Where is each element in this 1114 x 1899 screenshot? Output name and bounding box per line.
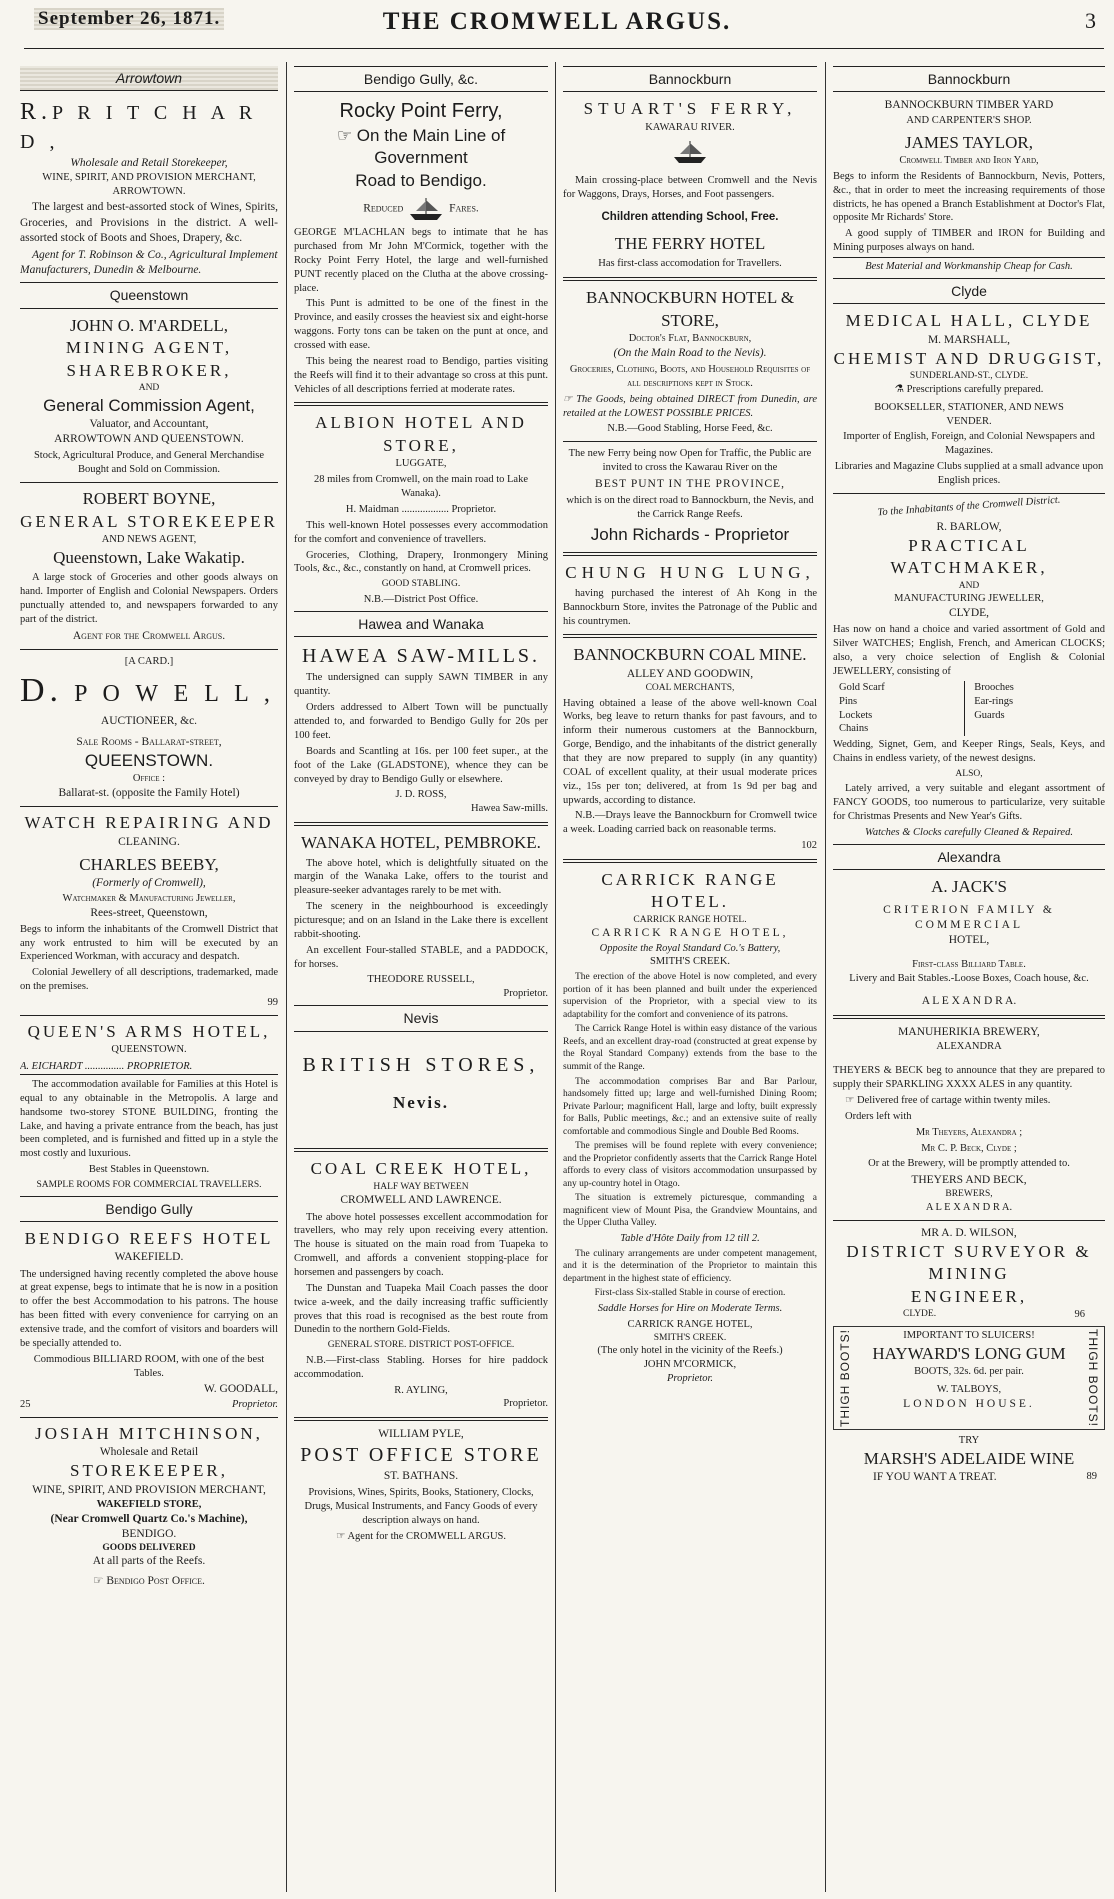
ad-line: Prescriptions carefully prepared. (906, 383, 1044, 395)
ad-line: (On the Main Road to the Nevis). (613, 346, 767, 359)
list-item: Chains (839, 723, 869, 735)
ad-line: Proprietor. (667, 1372, 713, 1384)
ad-wanaka-hotel (294, 832, 548, 1001)
ad-line: BEST PUNT IN THE PROVINCE, (595, 478, 785, 491)
ad-line: ALLEY AND GOODWIN, (626, 667, 754, 680)
rule (294, 1148, 548, 1152)
ad-line: Best Stables in Queenstown. (88, 1164, 210, 1176)
ad-line: POST OFFICE STORE (300, 1444, 542, 1467)
ad-line: Valuator, and Accountant, (89, 418, 209, 431)
ad-agent: Agent for the Cromwell Argus. (72, 629, 226, 642)
ship-icon (406, 196, 446, 222)
ad-beeby (20, 812, 278, 1009)
ad-line: Mr C. P. Beck, Clyde ; (921, 1142, 1017, 1154)
ad-name: HAWEA SAW-MILLS. (301, 645, 541, 668)
ad-line: Watchmaker & Manufacturing Jeweller, (62, 892, 236, 904)
ad-name: BANNOCKBURN TIMBER YARD (884, 99, 1054, 112)
ad-signature: THEODORE RUSSELL, (367, 974, 475, 986)
ad-body: The largest and best-assorted stock of Wines, Spirits, Groceries, and Provisions in the district. A well-assorted stock of Boots and Shoes, Drapery, &c. (20, 201, 278, 244)
list-item: Guards (974, 709, 1005, 721)
rule (563, 277, 817, 281)
ad-line: HALF WAY BETWEEN (373, 1181, 469, 1192)
rule (20, 649, 278, 650)
ad-line: AND (138, 383, 160, 394)
ad-body: Importer of English, Foreign, and Colonial Newspapers and Magazines. (843, 431, 1095, 457)
ad-line: Mr Theyers, Alexandra ; (915, 1126, 1023, 1138)
list-item: Gold Scarf Pins (839, 681, 885, 707)
ad-line: QUEENSTOWN. (84, 750, 214, 770)
ad-line: A L E X A N D R A. (925, 1201, 1013, 1213)
drop-initial: R. (20, 99, 53, 126)
ad-line: N.B.—Good Stabling, Horse Feed, &c. (607, 423, 773, 435)
ad-line: IMPORTANT TO SLUICERS! (903, 1330, 1035, 1342)
ad-body: An excellent Four-stalled STABLE, and a PADDOCK, for horses. (294, 944, 548, 970)
ad-wilson (833, 1226, 1105, 1322)
rule (20, 1015, 278, 1016)
ad-line: GOOD STABLING. (381, 579, 461, 590)
ad-line: ALEXANDRA (936, 1041, 1002, 1053)
ad-name: Rocky Point Ferry, (339, 100, 503, 123)
ad-arc-heading: To the Inhabitants of the Cromwell District. (877, 494, 1061, 519)
ad-line: MINING AGENT, SHAREBROKER, (65, 338, 233, 380)
ad-line: COAL MERCHANTS, (645, 683, 735, 693)
ad-line: BOOTS, 32s. 6d. per pair. (914, 1366, 1024, 1378)
list-item: Ear-rings (974, 695, 1014, 707)
ship-icon (670, 139, 710, 165)
ad-body: Main crossing-place between Cromwell and the Nevis for Waggons, Drays, Horses, and Foot passengers. (563, 174, 817, 200)
ad-line: First-class Billiard Table. (912, 959, 1026, 971)
ad-line: SAMPLE ROOMS FOR COMMERCIAL TRAVELLERS. (36, 1180, 262, 1190)
section-header-bannockburn: Bannockburn (833, 66, 1105, 92)
ad-name: MARSH'S ADELAIDE WINE (863, 1449, 1075, 1469)
rule (20, 482, 278, 483)
ad-body: Boards and Scantling at 16s. per 100 feet super., at the foot of the Lake (GLADSTONE), whence they can be conveyed by dray to Bendigo Gully or elsewhere. (294, 745, 548, 785)
ad-body: The erection of the above Hotel is now completed, and every portion of it has been planned and built under the experienced supervision of the Proprietor, with a special view to its adaptability for the comfort and convenience of its patrons. (563, 972, 817, 1020)
ad-line: CLYDE. (903, 1309, 937, 1320)
rule (563, 634, 817, 638)
ad-line: (The only hotel in the vicinity of the Reefs.) (597, 1345, 783, 1357)
ad-line: Reduced (363, 202, 404, 215)
ad-body: A large stock of Groceries and other goods always on hand. Importer of English and Colonial Newspapers. Orders punctually attended to, and newspapers forwarded to any part of the district. (20, 572, 278, 625)
ad-agent: Agent for the CROMWELL ARGUS. (347, 1530, 507, 1542)
ad-body: Groceries, Clothing, Drapery, Ironmongery Mining Tools, &c., &c., constantly on hand, at Cromwell prices. (294, 549, 548, 575)
ad-line: WAKEFIELD STORE, (96, 1498, 202, 1510)
pointing-hand-icon: ☞ (845, 1094, 858, 1106)
ad-body: The above hotel, which is delightfully situated on the margin of the Wanaka Lake, offers to the tourist and pleasure-seeker advantages rarely to be met with. (294, 857, 548, 897)
ad-name: QUEEN'S ARMS HOTEL, (27, 1021, 271, 1041)
ad-body: Colonial Jewellery of all descriptions, trademarked, made on the premises. (20, 967, 278, 993)
ad-line: Office : (132, 773, 166, 785)
ad-bannockburn-timber-yard (833, 98, 1105, 273)
ad-subtitle: Wholesale and Retail Storekeeper, (70, 156, 228, 169)
ad-name: JOSIAH MITCHINSON, (35, 1423, 263, 1443)
ad-body: The accommodation available for Families at this Hotel is equal to any obtainable in the Metropolis. A large and handsome two-storey STONE BUILDING, fronting the Lake, and having a private entrance from the beach, has just been completed, and is furnished and fitted up in a style the most costly and luxurious. (20, 1078, 278, 1160)
ad-line: VENDER. (946, 415, 992, 427)
ad-line: General Commission Agent, (43, 395, 255, 415)
ad-body: The undersigned can supply SAWN TIMBER in any quantity. (294, 672, 548, 698)
ad-line: ENGINEER, (910, 1286, 1028, 1306)
ad-line: Fares. (449, 202, 479, 215)
page-number: 3 (1085, 8, 1096, 33)
ad-line: ALSO, (955, 768, 983, 779)
column-divider (825, 62, 826, 1892)
ad-line: BOOKSELLER, STATIONER, AND NEWS (874, 401, 1064, 413)
ad-carrick-range-hotel (563, 869, 817, 1386)
ad-body: Groceries, Clothing, Boots, and Household Requisites of all descriptions kept in Stock. (569, 364, 811, 389)
ad-body: GEORGE M'LACHLAN begs to intimate that he has purchased from Mr John M'Cormick, together with the Rocky Point Ferry Hotel, the large and well-furnished PUNT recently placed on the Clutha at the above crossing-place. (294, 227, 548, 294)
ad-body: N.B.—First-class Stabling. Horses for hire paddock accommodation. (294, 1354, 548, 1380)
rule (294, 402, 548, 406)
ad-line: CARRICK RANGE HOTEL. (633, 914, 747, 925)
ad-signature: W. TALBOYS, (936, 1384, 1002, 1396)
ad-body: N.B.—Drays leave the Bannockburn for Cromwell twice a week. Loading carried back on reasonable terms. (563, 810, 817, 836)
ad-line: Commodious BILLIARD ROOM, with one of the best Tables. (33, 1353, 265, 1379)
ad-name: MANUHERIKIA BREWERY, (898, 1026, 1040, 1039)
ad-body: Delivered free of cartage within twenty miles. (857, 1094, 1051, 1106)
ad-name: STUART'S FERRY, (583, 99, 797, 119)
ad-boyne (20, 488, 278, 644)
ad-pritchard (20, 97, 278, 278)
ad-signature: R. AYLING, (394, 1384, 448, 1396)
ad-number: 99 (267, 996, 278, 1008)
ad-place: ARROWTOWN. (112, 185, 186, 197)
ad-body: Wedding, Signet, Gem, and Keeper Rings, Seals, Keys, and Chains in endless variety, of the newest designs. (833, 739, 1105, 765)
ad-agent: Agent for T. Robinson & Co., Agricultural Implement Manufacturers, Dunedin & Melbourne. (20, 248, 278, 277)
ad-body: which is on the direct road to Bannockburn, the Nevis, and the Carrick Range Reefs. (566, 495, 814, 521)
masthead (0, 0, 1114, 52)
ad-body: The above hotel possesses excellent accommodation for travellers, who may rely upon receiving every attention. The house is situated on the main road from Tuapeka to Cromwell, and affords a convenient stopping-place for horsemen and passengers by coach. (294, 1211, 548, 1278)
ad-name: MEDICAL HALL, CLYDE (845, 311, 1093, 331)
ad-coal-creek-hotel (294, 1158, 548, 1411)
ad-proprietor: Proprietor. (503, 1398, 548, 1410)
ad-mcardell (20, 315, 278, 477)
ad-name: CHARLES BEEBY, (79, 855, 219, 875)
issue-date: September 26, 1871. (34, 8, 224, 30)
ad-number: 89 (1086, 1471, 1097, 1483)
ad-line: A L E X A N D R A. (921, 995, 1017, 1008)
ad-line: MANUFACTURING JEWELLER, (894, 593, 1044, 605)
pointing-hand-icon: ☞ (93, 1574, 107, 1587)
ad-line: LUGGATE, (395, 458, 447, 470)
ad-line: CROMWELL AND LAWRENCE. (340, 1194, 502, 1207)
ad-proprietor: Proprietor. (232, 1398, 278, 1410)
ad-line: Cromwell Timber and Iron Yard, (899, 154, 1039, 166)
ad-body: This well-known Hotel possesses every accommodation for the comfort and convenience of travellers. (294, 519, 548, 545)
ad-powell (20, 655, 278, 802)
ad-british-stores (294, 1038, 548, 1143)
ad-name: P R I T C H A R D , (20, 102, 258, 154)
rule (563, 441, 817, 442)
section-header-bendigo: Bendigo Gully, &c. (294, 66, 548, 92)
ad-signature: JAMES TAYLOR, (904, 132, 1034, 152)
ad-side-text: THIGH BOOTS! (1086, 1329, 1100, 1428)
section-header-nevis: Nevis (294, 1005, 548, 1031)
ad-marsh-wine (833, 1434, 1105, 1485)
ad-name: P O W E L L , (74, 680, 275, 707)
newspaper-title: THE CROMWELL ARGUS. (382, 8, 732, 35)
ad-line: Sale Rooms - Ballarat-street, (76, 735, 222, 748)
ad-footer (833, 1308, 1105, 1322)
ad-line: Wholesale and Retail (99, 1445, 199, 1458)
ad-body: The Goods, being obtained DIRECT from Dunedin, are retailed at the LOWEST POSSIBLE PRICES. (563, 393, 817, 419)
ad-line: KAWARAU RIVER. (645, 121, 735, 133)
ad-signature: J. D. ROSS, (395, 789, 447, 801)
ad-body: The situation is extremely picturesque, commanding a magnificent view of Mount Pisa, the Grandview Mountains, and the Upper Clutha Valley. (563, 1193, 817, 1229)
ad-name: BRITISH STORES, (302, 1053, 540, 1076)
column-1 (20, 62, 278, 1892)
ad-proprietor: JOHN M'CORMICK, (643, 1359, 737, 1370)
ad-body: This Punt is admitted to be one of the finest in the Province, and easily crosses the heaviest six and eight-horse waggons. Forty tons can be taken on the punt at once, and crossed with ease. (294, 298, 548, 352)
ad-mitchinson (20, 1423, 278, 1589)
ad-line: N.B.—District Post Office. (363, 593, 479, 605)
ad-line: (Near Cromwell Quartz Co.'s Machine), (50, 1512, 248, 1525)
ad-line: CLYDE, (948, 607, 990, 620)
ad-body: Lately arrived, a very suitable and elegant assortment of FANCY GOODS, too numerous to particularize, very suitable for Christmas Presents and New Year's Gifts. (833, 783, 1105, 823)
ad-line: PRACTICAL WATCHMAKER, (890, 535, 1048, 578)
ad-body: The scenery in the neighbourhood is exceedingly picturesque; and on an Island in the Lake there is excellent rabbit-shooting. (294, 901, 548, 940)
ad-name: WANAKA HOTEL, PEMBROKE. (301, 833, 541, 853)
ad-number: 102 (801, 840, 817, 852)
column-divider (286, 62, 287, 1892)
ad-proprietor: Proprietor. (503, 988, 548, 1000)
rule (20, 806, 278, 807)
ad-body: Having obtained a lease of the above well-known Coal Works, beg leave to return thanks for past favours, and to inform their numerous customers at the Bannockburn, Gorge, Bendigo, and the inhabitants of the district generally that they are now prepared to supply (in any quantity) COAL of excellent quality, at their usual moderate prices viz., 15s per ton; delivered, at from 1s 9d per bag and upwards, according to distance. (563, 697, 817, 806)
ad-body: Provisions, Wines, Spirits, Books, Stationery, Clocks, Drugs, Musical Instruments, and Fancy Goods of every description always on hand. (304, 1486, 538, 1526)
ad-signature: A. JACK'S (931, 877, 1007, 897)
rule (833, 1015, 1105, 1019)
ad-manuherikia-brewery (833, 1025, 1105, 1215)
ad-line: CHEMIST AND DRUGGIST, (833, 348, 1105, 368)
ad-line: (Formerly of Cromwell), (92, 877, 206, 890)
ad-line: SMITH'S CREEK. (653, 1332, 727, 1343)
ad-line: LONDON HOUSE. (903, 1398, 1035, 1411)
section-header-bendigo-gully: Bendigo Gully (20, 1196, 278, 1222)
ad-criterion-hotel (833, 876, 1105, 1009)
ad-name: HAYWARD'S LONG GUM (872, 1344, 1066, 1364)
ad-line: GENERAL STORE. DISTRICT POST-OFFICE. (327, 1340, 515, 1351)
ad-line: Livery and Bait Stables.-Loose Boxes, Coach house, &c. (849, 973, 1089, 985)
ad-line: CARRICK RANGE HOTEL, (591, 927, 789, 940)
ad-line: WAKEFIELD. (114, 1251, 184, 1264)
ad-body: The Dunstan and Tuapeka Mail Coach passes the door twice a-week, and the daily increasing traffic sufficiently proves that this road is recognised as the best route from Dunedin to the northern Gold-Fields. (294, 1282, 548, 1336)
ad-hawea-saw-mills (294, 643, 548, 816)
ad-line: Or at the Brewery, will be promptly attended to. (868, 1158, 1070, 1170)
ad-name: BANNOCKBURN COAL MINE. (573, 645, 807, 665)
ad-signature: CARRICK RANGE HOTEL, (627, 1318, 753, 1330)
ad-number: 96 (1074, 1309, 1085, 1321)
ad-line: THE FERRY HOTEL (614, 233, 766, 253)
ad-line: Bendigo Post Office. (106, 1574, 205, 1587)
ad-bannockburn-hotel (563, 287, 817, 546)
ad-line: [A CARD.] (124, 655, 174, 667)
ad-name: COAL CREEK HOTEL, (310, 1159, 532, 1179)
ad-signature: THEYERS AND BECK, (911, 1174, 1027, 1187)
ad-line: BENDIGO. (121, 1527, 177, 1540)
ad-body: Has first-class accomodation for Travellers. (598, 258, 782, 270)
ad-medical-hall (833, 310, 1105, 488)
ad-line: STOREKEEPER, (69, 1461, 228, 1481)
ad-name: CARRICK RANGE HOTEL. (601, 869, 779, 912)
ad-line: Queenstown, Lake Wakatip. (53, 547, 245, 567)
section-header-clyde: Clyde (833, 278, 1105, 304)
ad-body: The Carrick Range Hotel is within easy distance of the various Reefs, and an excellent dray-road (constructed at great expense by the Royal Standard Company) extends from the base to the summit of the Range. (563, 1024, 817, 1072)
ad-line: Nevis. (393, 1092, 449, 1112)
ad-line: WATCH REPAIRING AND (24, 813, 274, 833)
ad-line: BREWERS, (945, 1189, 993, 1200)
ad-signature: W. GOODALL, (204, 1383, 278, 1396)
ad-footer (833, 1470, 1105, 1485)
ad-name: CHUNG HUNG LUNG, (565, 563, 815, 583)
ad-line: Orders left with (845, 1110, 912, 1122)
ad-albion-hotel (294, 412, 548, 606)
column-divider (555, 62, 556, 1892)
section-header-arrowtown: Arrowtown (20, 66, 278, 91)
ad-name: CRITERION FAMILY & COMMERCIAL (883, 903, 1055, 931)
ad-line: AUCTIONEER, &c. (100, 714, 198, 727)
ad-footer (20, 1398, 278, 1412)
ad-line: CLEANING. (118, 835, 180, 848)
rule (563, 859, 817, 863)
ad-body: The premises will be found replete with every convenience; and the Proprietor confidently asserts that the Carrick Range Hotel affords to every class of visitors accommodation unsurpassed by any up-country hotel in Otago. (563, 1141, 817, 1189)
ad-body: Has now on hand a choice and varied assortment of Gold and Silver WATCHES; English, French, and American CLOCKS; also, a very choice selection of English & Colonial JEWELLERY, consisting of (833, 624, 1105, 677)
ad-line: TRY (958, 1435, 980, 1447)
rule (833, 1220, 1105, 1221)
ad-body: This being the nearest road to Bendigo, parties visiting the Reefs will find it to their advantage so cross at this punt. Vehicles of all descriptions ferried at moderate rates. (294, 355, 548, 395)
mortar-pestle-icon: ⚗ (894, 383, 907, 395)
rule (20, 1417, 278, 1418)
ad-body: Begs to inform the Residents of Bannockburn, Nevis, Potters, &c., that in order to meet the increasing requirements of those districts, he has opened a Branch Establishment at Doctor's Flat, opposite Mr Richards' Store. (833, 170, 1105, 224)
ad-line: GENERAL STOREKEEPER (20, 511, 278, 531)
ad-line: Doctor's Flat, Bannockburn, (628, 333, 752, 344)
ad-body: Orders addressed to Albert Town will be punctually attended to, and forwarded to Bendigo Gully for 20s per 100 feet. (294, 702, 548, 741)
section-header-queenstown: Queenstown (20, 282, 278, 308)
ad-body: The culinary arrangements are under competent management, and it is the determination of the Proprietor to maintain this department in the highest state of efficiency. (563, 1248, 817, 1284)
ad-line: WINE, SPIRIT, AND PROVISION MERCHANT, (42, 171, 256, 183)
ad-name: JOHN O. M'ARDELL, (70, 315, 228, 335)
ad-line: SUNDERLAND-ST., CLYDE. (909, 371, 1029, 382)
jewellery-list (833, 681, 1105, 736)
pointing-hand-icon: ☞ (336, 125, 357, 145)
ad-line: AND (958, 580, 980, 591)
ad-line: Rees-street, Queenstown, (90, 906, 208, 919)
ad-name: ROBERT BOYNE, (82, 489, 216, 509)
ad-body: Libraries and Magazine Clubs supplied at a small advance upon English prices. (834, 461, 1104, 487)
ad-queens-arms (20, 1021, 278, 1192)
ad-line: AND NEWS AGENT, (101, 533, 197, 545)
ad-body: Stock, Agricultural Produce, and General Merchandise Bought and Sold on Commission. (33, 450, 265, 476)
pointing-hand-icon: ☞ (563, 393, 577, 405)
ad-line: Opposite the Royal Standard Co.'s Battery, (599, 942, 781, 954)
drop-initial: D. (20, 671, 64, 709)
ad-line: At all parts of the Reefs. (92, 1555, 206, 1568)
masthead-rule (24, 48, 1104, 49)
ad-line: AND CARPENTER'S SHOP. (906, 114, 1032, 126)
ad-line: Children attending School, Free. (601, 210, 779, 223)
ad-body: The new Ferry being now Open for Traffic, the Public are invited to cross the Kawarau River on the (568, 448, 812, 474)
ad-line: GOODS DELIVERED (102, 1542, 196, 1553)
ad-line: Saddle Horses for Hire on Moderate Terms. (597, 1302, 783, 1314)
ad-line: Table d'Hôte Daily from 12 till 2. (620, 1232, 760, 1244)
section-header-alexandra: Alexandra (833, 844, 1105, 870)
ad-line: SMITH'S CREEK. (649, 956, 731, 968)
ad-body: The undersigned having recently completed the above house at great expense, begs to intimate that he is now in a position to offer the best Accommodation to his patrons. The house has been fitted with every convenience for carrying on an extensive trade, and the comfort of visitors and boarders will be specially attended to. (20, 1268, 278, 1349)
ad-line: Hawea Saw-mills. (471, 803, 548, 815)
rule (294, 822, 548, 826)
ad-body: The accommodation comprises Bar and Bar Parlour, handsomely fitted up; large and well-furnished Dining Room; Private Parlour; magnificent Hall, large and lofty, built expressly for Balls, Public meetings, &c.; and an extensive suite of really comfortable and commodious Single and Double Bed Rooms. (563, 1076, 817, 1137)
ad-signature: M. MARSHALL, (927, 333, 1011, 346)
ad-name: WILLIAM PYLE, (378, 1428, 464, 1441)
column-2 (294, 62, 548, 1892)
ad-line: Best Material and Workmanship Cheap for Cash. (833, 257, 1105, 274)
ad-side-text: THIGH BOOTS! (838, 1329, 852, 1428)
ad-sluicers (833, 1326, 1105, 1430)
ad-line: On the Main Line of Government (356, 125, 506, 168)
ad-proprietor: John Richards - Proprietor (590, 524, 790, 544)
ad-line: Ballarat-st. (opposite the Family Hotel) (58, 787, 240, 800)
ad-name: DISTRICT SURVEYOR & MINING (846, 1242, 1092, 1284)
ad-proprietor: H. Maidman .................. Proprietor. (345, 503, 497, 515)
ad-line: 28 miles from Cromwell, on the main road to Lake Wanaka). (313, 474, 529, 500)
ad-body: THEYERS & BECK beg to announce that they are prepared to supply their SPARKLING XXXX ALES in any quantity. (833, 1065, 1105, 1091)
ad-proprietor: A. EICHARDT ............... PROPRIETOR. (20, 1060, 278, 1075)
rule (563, 552, 817, 556)
rule (294, 1417, 548, 1421)
ad-william-pyle (294, 1427, 548, 1543)
ad-name: BENDIGO REEFS HOTEL (24, 1229, 274, 1248)
ad-line: WINE, SPIRIT, AND PROVISION MERCHANT, (32, 1483, 266, 1496)
ad-body: A good supply of TIMBER and IRON for Building and Mining purposes always on hand. (833, 228, 1105, 254)
ad-line: HOTEL, (948, 934, 990, 947)
column-4 (833, 62, 1105, 1892)
ad-line: ST. BATHANS. (383, 1469, 459, 1482)
pointing-hand-icon: ☞ (335, 1530, 348, 1542)
section-header-bannockburn: Bannockburn (563, 66, 817, 92)
ad-line: Road to Bendigo. (355, 170, 487, 190)
ad-name: BANNOCKBURN HOTEL & STORE, (585, 288, 795, 330)
section-header-hawea: Hawea and Wanaka (294, 611, 548, 637)
list-item: Brooches (974, 681, 1014, 693)
ad-line: Watches & Clocks carefully Cleaned & Repaired. (865, 827, 1073, 839)
ad-signature: MR A. D. WILSON, (921, 1226, 1017, 1239)
ad-rocky-point-ferry (294, 98, 548, 396)
ad-chung-hung-lung (563, 562, 817, 628)
ad-bendigo-reefs (20, 1228, 278, 1412)
ad-line: First-class Six-stalled Stable in course of erection. (594, 1288, 786, 1299)
ad-bannockburn-coal-mine (563, 644, 817, 853)
ad-name: ALBION HOTEL AND STORE, (315, 413, 527, 455)
ad-line: IF YOU WANT A TREAT. (873, 1471, 997, 1484)
ad-line: ARROWTOWN AND QUEENSTOWN. (54, 433, 244, 446)
ad-number: 25 (20, 1398, 31, 1410)
list-item: Lockets (839, 709, 873, 721)
ad-body: Begs to inform the inhabitants of the Cromwell District that any work entrusted to him will be executed by an Experienced Workman, with accuracy and despatch. (20, 923, 278, 963)
ad-barlow (833, 494, 1105, 840)
column-3 (563, 62, 817, 1892)
ad-line: QUEENSTOWN. (111, 1044, 187, 1056)
ad-stuarts-ferry (563, 98, 817, 271)
ad-body: having purchased the interest of Ah Kong in the Bannockburn Store, invites the Patronage of the Public and his countrymen. (563, 587, 817, 627)
ad-signature: R. BARLOW, (936, 520, 1002, 533)
